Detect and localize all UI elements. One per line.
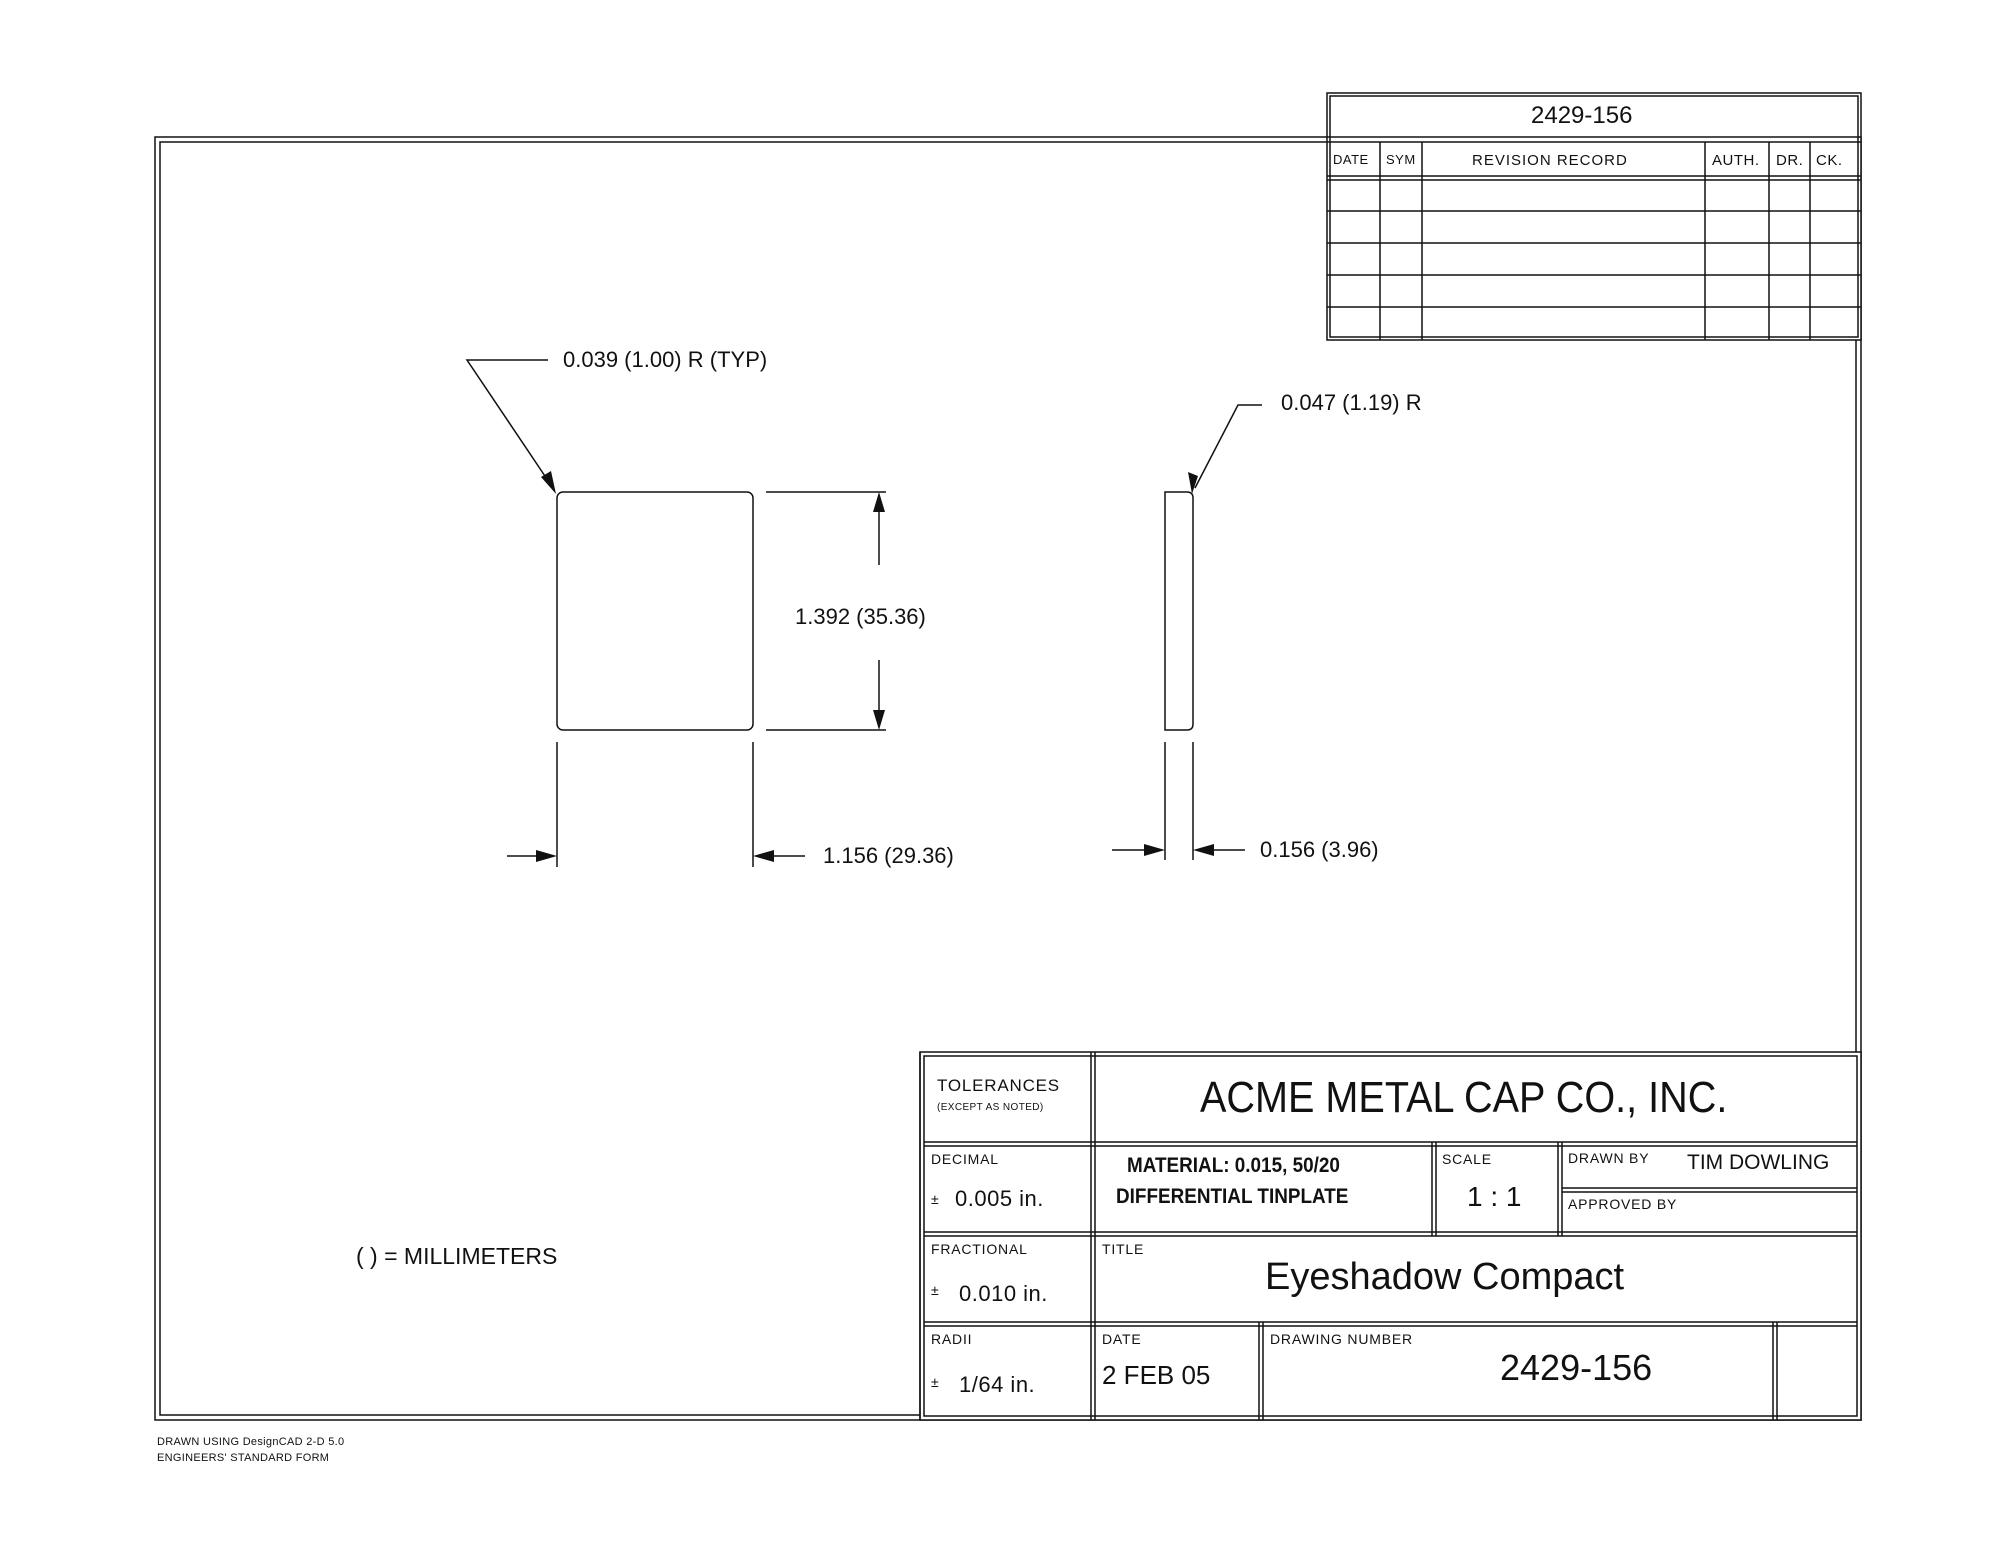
thickness-right-arrow-icon xyxy=(1193,844,1214,856)
part-front-view xyxy=(557,492,753,730)
part-side-view xyxy=(1165,492,1193,730)
footer-software-note: DRAWN USING DesignCAD 2-D 5.0 xyxy=(157,1436,345,1448)
approved-by-label: APPROVED BY xyxy=(1568,1196,1678,1212)
height-top-arrow-icon xyxy=(873,492,885,512)
revision-header-auth: AUTH. xyxy=(1712,152,1760,169)
thickness-left-arrow-icon xyxy=(1144,844,1165,856)
fractional-plus-minus-icon: ± xyxy=(931,1282,939,1298)
edge-radius-leader xyxy=(1195,405,1262,488)
decimal-label: DECIMAL xyxy=(931,1151,999,1167)
company-name: ACME METAL CAP CO., INC. xyxy=(1200,1073,1728,1122)
revision-header-record: REVISION RECORD xyxy=(1472,152,1628,169)
edge-radius-arrow-icon xyxy=(1188,472,1198,494)
drawing-date: 2 FEB 05 xyxy=(1102,1360,1211,1390)
radii-label: RADII xyxy=(931,1331,973,1347)
height-bottom-arrow-icon xyxy=(873,710,885,730)
corner-radius-callout: 0.039 (1.00) R (TYP) xyxy=(563,347,768,372)
revision-header-sym: SYM xyxy=(1386,152,1416,167)
title-label: TITLE xyxy=(1102,1241,1145,1257)
radii-plus-minus-icon: ± xyxy=(931,1374,939,1390)
revision-header-ck: CK. xyxy=(1816,152,1843,169)
drawing-number: 2429-156 xyxy=(1500,1347,1653,1388)
drawing-number-label: DRAWING NUMBER xyxy=(1270,1331,1413,1347)
material-line-2: DIFFERENTIAL TINPLATE xyxy=(1116,1185,1349,1208)
scale-value: 1 : 1 xyxy=(1467,1181,1522,1212)
width-dimension-lines xyxy=(507,742,805,867)
drawn-by-label: DRAWN BY xyxy=(1568,1150,1650,1166)
footer-form-note: ENGINEERS' STANDARD FORM xyxy=(157,1452,330,1464)
date-label: DATE xyxy=(1102,1331,1142,1347)
drawing-title: Eyeshadow Compact xyxy=(1265,1256,1625,1298)
corner-radius-leader xyxy=(467,360,553,488)
edge-radius-callout: 0.047 (1.19) R xyxy=(1281,390,1422,415)
units-note: ( ) = MILLIMETERS xyxy=(356,1243,558,1269)
width-callout: 1.156 (29.36) xyxy=(823,843,954,868)
height-callout: 1.392 (35.36) xyxy=(795,604,926,629)
tolerances-label: TOLERANCES xyxy=(937,1076,1060,1095)
fractional-tolerance: 0.010 in. xyxy=(959,1281,1048,1306)
decimal-plus-minus-icon: ± xyxy=(931,1191,939,1207)
width-left-arrow-icon xyxy=(536,850,557,862)
revision-header-dr: DR. xyxy=(1776,152,1804,169)
drawn-by-name: TIM DOWLING xyxy=(1687,1151,1830,1174)
fractional-label: FRACTIONAL xyxy=(931,1241,1028,1257)
revision-table-lines xyxy=(1327,93,1861,340)
scale-label: SCALE xyxy=(1442,1151,1492,1167)
thickness-callout: 0.156 (3.96) xyxy=(1260,837,1379,862)
width-right-arrow-icon xyxy=(753,850,774,862)
except-note: (EXCEPT AS NOTED) xyxy=(937,1102,1044,1113)
revision-header-date: DATE xyxy=(1333,152,1369,167)
radii-tolerance: 1/64 in. xyxy=(959,1372,1036,1397)
decimal-tolerance: 0.005 in. xyxy=(955,1186,1044,1211)
thickness-dimension-lines xyxy=(1112,742,1245,860)
revision-number: 2429-156 xyxy=(1531,102,1633,129)
material-line-1: MATERIAL: 0.015, 50/20 xyxy=(1127,1154,1340,1177)
